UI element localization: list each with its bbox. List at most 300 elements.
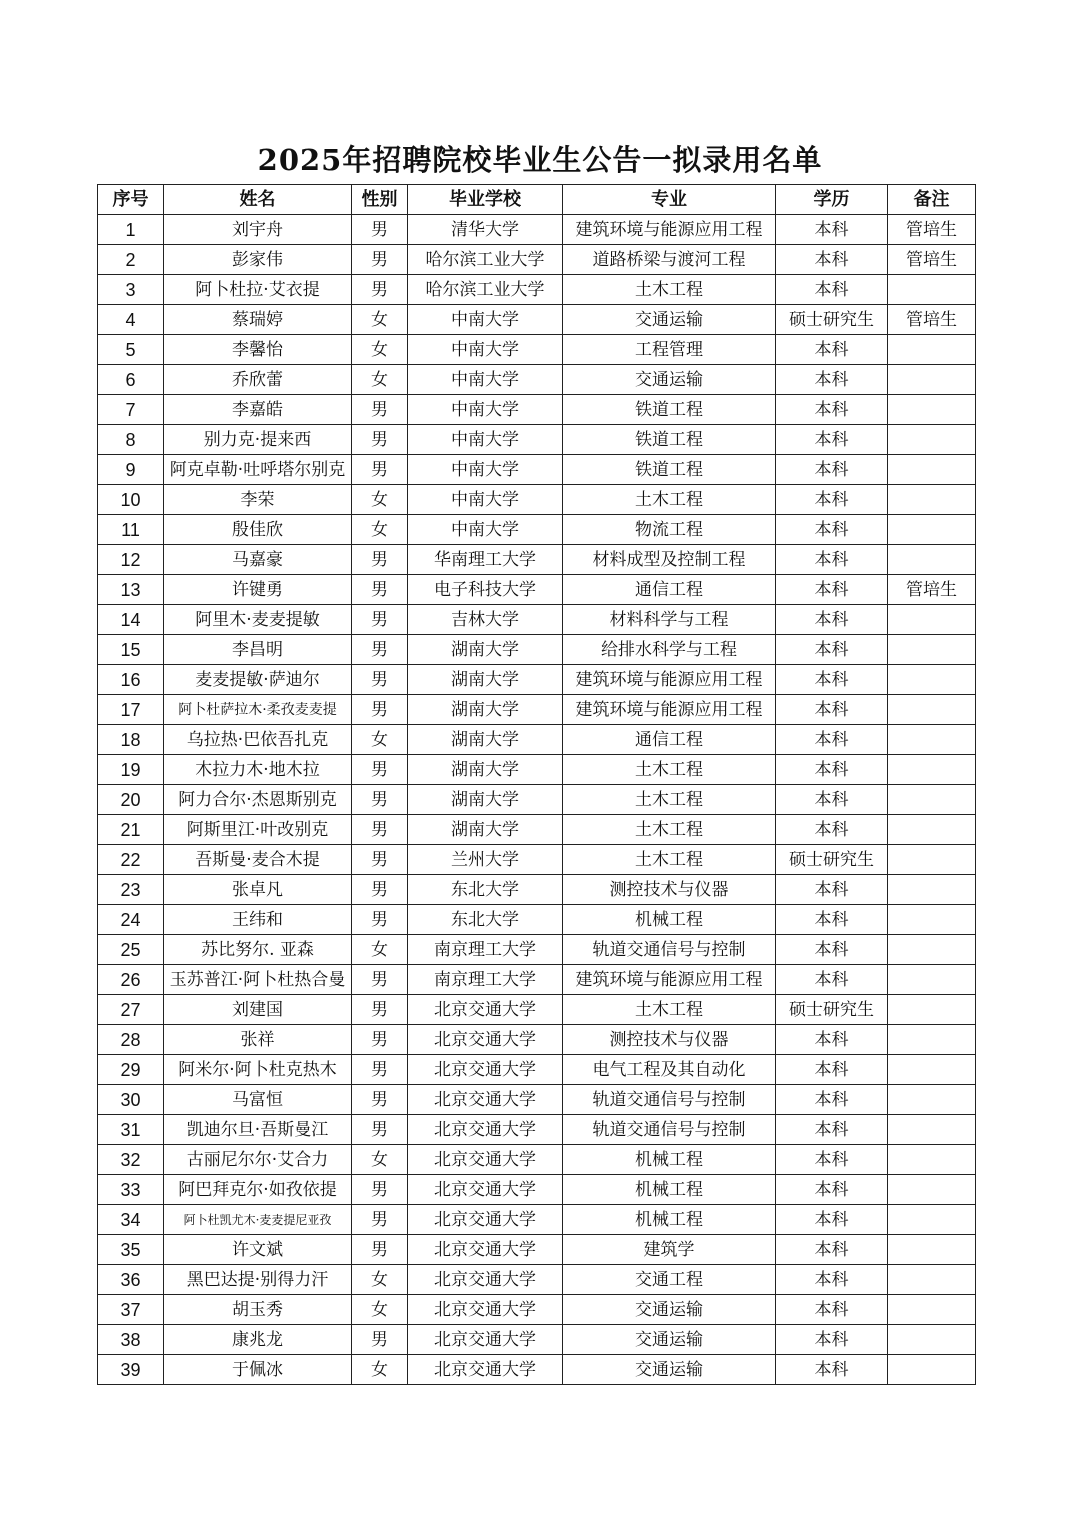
cell-index: 11 <box>98 515 164 545</box>
cell-school: 华南理工大学 <box>408 545 563 575</box>
cell-degree: 本科 <box>776 965 888 995</box>
cell-gender: 男 <box>352 425 408 455</box>
cell-major: 轨道交通信号与控制 <box>563 1115 776 1145</box>
cell-school: 东北大学 <box>408 905 563 935</box>
cell-name: 李嘉皓 <box>164 395 352 425</box>
cell-major: 交通工程 <box>563 1265 776 1295</box>
cell-remark <box>888 515 976 545</box>
cell-gender: 男 <box>352 1085 408 1115</box>
cell-degree: 本科 <box>776 545 888 575</box>
cell-major: 土木工程 <box>563 845 776 875</box>
cell-school: 南京理工大学 <box>408 965 563 995</box>
cell-name: 殷佳欣 <box>164 515 352 545</box>
cell-gender: 男 <box>352 875 408 905</box>
cell-gender: 男 <box>352 815 408 845</box>
cell-index: 4 <box>98 305 164 335</box>
cell-name: 李昌明 <box>164 635 352 665</box>
candidate-table <box>97 184 976 1385</box>
table-row <box>98 815 976 845</box>
cell-degree: 本科 <box>776 245 888 275</box>
cell-major: 铁道工程 <box>563 455 776 485</box>
cell-name: 康兆龙 <box>164 1325 352 1355</box>
cell-index: 12 <box>98 545 164 575</box>
cell-index: 29 <box>98 1055 164 1085</box>
table-row <box>98 575 976 605</box>
cell-name: 张卓凡 <box>164 875 352 905</box>
cell-major: 土木工程 <box>563 995 776 1025</box>
cell-index: 16 <box>98 665 164 695</box>
cell-index: 21 <box>98 815 164 845</box>
cell-name: 胡玉秀 <box>164 1295 352 1325</box>
cell-major: 交通运输 <box>563 1325 776 1355</box>
cell-school: 东北大学 <box>408 875 563 905</box>
cell-remark <box>888 1325 976 1355</box>
cell-name: 李荣 <box>164 485 352 515</box>
cell-major: 测控技术与仪器 <box>563 875 776 905</box>
cell-gender: 男 <box>352 665 408 695</box>
cell-name: 古丽尼尔尔·艾合力 <box>164 1145 352 1175</box>
cell-gender: 男 <box>352 1235 408 1265</box>
cell-major: 土木工程 <box>563 785 776 815</box>
cell-major: 道路桥梁与渡河工程 <box>563 245 776 275</box>
cell-school: 哈尔滨工业大学 <box>408 245 563 275</box>
cell-gender: 男 <box>352 605 408 635</box>
cell-degree: 本科 <box>776 425 888 455</box>
cell-gender: 女 <box>352 515 408 545</box>
table-row <box>98 755 976 785</box>
table-row <box>98 785 976 815</box>
cell-name: 玉苏普江·阿卜杜热合曼 <box>164 965 352 995</box>
table-row <box>98 425 976 455</box>
cell-school: 中南大学 <box>408 425 563 455</box>
cell-degree: 本科 <box>776 1205 888 1235</box>
cell-degree: 本科 <box>776 215 888 245</box>
cell-gender: 男 <box>352 1115 408 1145</box>
cell-major: 建筑学 <box>563 1235 776 1265</box>
cell-remark <box>888 875 976 905</box>
cell-index: 14 <box>98 605 164 635</box>
table-row <box>98 1115 976 1145</box>
cell-name: 麦麦提敏·萨迪尔 <box>164 665 352 695</box>
cell-index: 8 <box>98 425 164 455</box>
cell-degree: 硕士研究生 <box>776 305 888 335</box>
cell-remark <box>888 335 976 365</box>
cell-major: 物流工程 <box>563 515 776 545</box>
cell-degree: 本科 <box>776 605 888 635</box>
cell-remark <box>888 455 976 485</box>
cell-major: 交通运输 <box>563 1355 776 1385</box>
table-row <box>98 245 976 275</box>
table-row <box>98 1205 976 1235</box>
cell-gender: 女 <box>352 1145 408 1175</box>
cell-index: 30 <box>98 1085 164 1115</box>
cell-major: 轨道交通信号与控制 <box>563 1085 776 1115</box>
cell-school: 湖南大学 <box>408 755 563 785</box>
cell-gender: 男 <box>352 755 408 785</box>
cell-remark <box>888 1295 976 1325</box>
cell-major: 给排水科学与工程 <box>563 635 776 665</box>
table-row <box>98 1085 976 1115</box>
header-gender: 性别 <box>352 185 408 215</box>
table-row <box>98 665 976 695</box>
cell-school: 北京交通大学 <box>408 1115 563 1145</box>
table-row <box>98 515 976 545</box>
cell-name: 苏比努尔. 亚森 <box>164 935 352 965</box>
table-row <box>98 545 976 575</box>
cell-major: 建筑环境与能源应用工程 <box>563 215 776 245</box>
cell-index: 3 <box>98 275 164 305</box>
cell-index: 22 <box>98 845 164 875</box>
cell-remark <box>888 845 976 875</box>
cell-gender: 女 <box>352 1295 408 1325</box>
cell-degree: 本科 <box>776 635 888 665</box>
cell-gender: 女 <box>352 725 408 755</box>
cell-school: 中南大学 <box>408 515 563 545</box>
cell-major: 材料科学与工程 <box>563 605 776 635</box>
cell-school: 北京交通大学 <box>408 1145 563 1175</box>
cell-school: 北京交通大学 <box>408 1175 563 1205</box>
cell-major: 机械工程 <box>563 1205 776 1235</box>
cell-index: 15 <box>98 635 164 665</box>
header-index: 序号 <box>98 185 164 215</box>
cell-remark <box>888 635 976 665</box>
cell-index: 39 <box>98 1355 164 1385</box>
table-row <box>98 1145 976 1175</box>
cell-gender: 男 <box>352 275 408 305</box>
cell-remark <box>888 1115 976 1145</box>
cell-gender: 男 <box>352 905 408 935</box>
cell-index: 34 <box>98 1205 164 1235</box>
cell-gender: 女 <box>352 365 408 395</box>
table-row <box>98 845 976 875</box>
cell-major: 通信工程 <box>563 725 776 755</box>
cell-index: 2 <box>98 245 164 275</box>
cell-remark <box>888 815 976 845</box>
cell-degree: 本科 <box>776 1325 888 1355</box>
cell-degree: 本科 <box>776 365 888 395</box>
cell-remark <box>888 1205 976 1235</box>
cell-school: 湖南大学 <box>408 785 563 815</box>
table-row <box>98 215 976 245</box>
table-header-row <box>98 185 976 215</box>
table-row <box>98 635 976 665</box>
cell-remark <box>888 785 976 815</box>
cell-major: 建筑环境与能源应用工程 <box>563 695 776 725</box>
cell-school: 中南大学 <box>408 305 563 335</box>
table-row <box>98 485 976 515</box>
cell-gender: 男 <box>352 635 408 665</box>
table-row <box>98 875 976 905</box>
cell-name: 别力克·提来西 <box>164 425 352 455</box>
cell-school: 哈尔滨工业大学 <box>408 275 563 305</box>
cell-major: 建筑环境与能源应用工程 <box>563 965 776 995</box>
cell-major: 轨道交通信号与控制 <box>563 935 776 965</box>
cell-school: 北京交通大学 <box>408 1265 563 1295</box>
cell-index: 23 <box>98 875 164 905</box>
cell-gender: 男 <box>352 215 408 245</box>
cell-gender: 女 <box>352 305 408 335</box>
cell-school: 北京交通大学 <box>408 1055 563 1085</box>
cell-major: 材料成型及控制工程 <box>563 545 776 575</box>
cell-school: 电子科技大学 <box>408 575 563 605</box>
cell-school: 北京交通大学 <box>408 1085 563 1115</box>
cell-remark <box>888 905 976 935</box>
cell-index: 35 <box>98 1235 164 1265</box>
header-name: 姓名 <box>164 185 352 215</box>
cell-name: 阿巴拜克尔·如孜依提 <box>164 1175 352 1205</box>
table-row <box>98 1295 976 1325</box>
cell-degree: 本科 <box>776 785 888 815</box>
cell-school: 湖南大学 <box>408 815 563 845</box>
cell-degree: 本科 <box>776 275 888 305</box>
cell-name: 王纬和 <box>164 905 352 935</box>
cell-name: 乔欣蕾 <box>164 365 352 395</box>
cell-remark: 管培生 <box>888 575 976 605</box>
cell-major: 机械工程 <box>563 1175 776 1205</box>
cell-school: 北京交通大学 <box>408 995 563 1025</box>
cell-name: 于佩冰 <box>164 1355 352 1385</box>
cell-degree: 本科 <box>776 905 888 935</box>
cell-school: 北京交通大学 <box>408 1205 563 1235</box>
cell-major: 机械工程 <box>563 905 776 935</box>
cell-degree: 本科 <box>776 575 888 605</box>
header-degree: 学历 <box>776 185 888 215</box>
cell-gender: 男 <box>352 575 408 605</box>
cell-major: 铁道工程 <box>563 425 776 455</box>
cell-name: 彭家伟 <box>164 245 352 275</box>
cell-remark <box>888 1025 976 1055</box>
cell-gender: 男 <box>352 1325 408 1355</box>
cell-index: 6 <box>98 365 164 395</box>
cell-degree: 本科 <box>776 455 888 485</box>
cell-degree: 本科 <box>776 395 888 425</box>
cell-gender: 男 <box>352 695 408 725</box>
cell-index: 28 <box>98 1025 164 1055</box>
cell-remark <box>888 695 976 725</box>
cell-major: 土木工程 <box>563 485 776 515</box>
table-row <box>98 1325 976 1355</box>
cell-degree: 本科 <box>776 1025 888 1055</box>
cell-gender: 男 <box>352 1055 408 1085</box>
cell-major: 交通运输 <box>563 305 776 335</box>
cell-major: 铁道工程 <box>563 395 776 425</box>
table-row <box>98 905 976 935</box>
table-row <box>98 605 976 635</box>
cell-degree: 硕士研究生 <box>776 845 888 875</box>
cell-degree: 本科 <box>776 1175 888 1205</box>
cell-name: 许键勇 <box>164 575 352 605</box>
cell-remark <box>888 275 976 305</box>
cell-remark: 管培生 <box>888 245 976 275</box>
cell-major: 机械工程 <box>563 1145 776 1175</box>
header-remark: 备注 <box>888 185 976 215</box>
cell-gender: 男 <box>352 995 408 1025</box>
cell-name: 吾斯曼·麦合木提 <box>164 845 352 875</box>
table-row <box>98 1265 976 1295</box>
table-row <box>98 695 976 725</box>
cell-remark <box>888 485 976 515</box>
cell-school: 兰州大学 <box>408 845 563 875</box>
table-row <box>98 275 976 305</box>
cell-name: 阿卜杜凯尤木·麦麦提尼亚孜 <box>164 1205 352 1235</box>
cell-remark <box>888 1175 976 1205</box>
cell-gender: 男 <box>352 1025 408 1055</box>
cell-school: 北京交通大学 <box>408 1235 563 1265</box>
cell-major: 测控技术与仪器 <box>563 1025 776 1055</box>
header-major: 专业 <box>563 185 776 215</box>
cell-index: 19 <box>98 755 164 785</box>
cell-index: 37 <box>98 1295 164 1325</box>
cell-degree: 本科 <box>776 1295 888 1325</box>
cell-remark: 管培生 <box>888 305 976 335</box>
cell-degree: 本科 <box>776 1055 888 1085</box>
cell-school: 湖南大学 <box>408 635 563 665</box>
cell-school: 吉林大学 <box>408 605 563 635</box>
cell-name: 阿卜杜拉·艾衣提 <box>164 275 352 305</box>
cell-school: 北京交通大学 <box>408 1025 563 1055</box>
cell-school: 中南大学 <box>408 395 563 425</box>
cell-remark: 管培生 <box>888 215 976 245</box>
cell-school: 北京交通大学 <box>408 1355 563 1385</box>
cell-index: 24 <box>98 905 164 935</box>
cell-major: 交通运输 <box>563 1295 776 1325</box>
cell-index: 17 <box>98 695 164 725</box>
cell-major: 土木工程 <box>563 815 776 845</box>
cell-gender: 女 <box>352 485 408 515</box>
table-row <box>98 335 976 365</box>
cell-remark <box>888 395 976 425</box>
cell-gender: 女 <box>352 335 408 365</box>
cell-index: 10 <box>98 485 164 515</box>
cell-degree: 本科 <box>776 1085 888 1115</box>
cell-name: 黑巴达提·别得力汗 <box>164 1265 352 1295</box>
cell-gender: 男 <box>352 785 408 815</box>
cell-gender: 男 <box>352 545 408 575</box>
cell-school: 中南大学 <box>408 455 563 485</box>
cell-school: 北京交通大学 <box>408 1295 563 1325</box>
cell-index: 13 <box>98 575 164 605</box>
cell-remark <box>888 365 976 395</box>
cell-remark <box>888 1055 976 1085</box>
cell-index: 33 <box>98 1175 164 1205</box>
table-row <box>98 1175 976 1205</box>
cell-index: 27 <box>98 995 164 1025</box>
cell-degree: 本科 <box>776 875 888 905</box>
cell-index: 36 <box>98 1265 164 1295</box>
cell-gender: 女 <box>352 935 408 965</box>
table-row <box>98 995 976 1025</box>
cell-degree: 本科 <box>776 485 888 515</box>
cell-remark <box>888 935 976 965</box>
cell-school: 湖南大学 <box>408 725 563 755</box>
cell-gender: 男 <box>352 1205 408 1235</box>
cell-remark <box>888 725 976 755</box>
document-title: 2025年招聘院校毕业生公告一拟录用名单 <box>257 143 823 177</box>
cell-school: 南京理工大学 <box>408 935 563 965</box>
cell-major: 电气工程及其自动化 <box>563 1055 776 1085</box>
table-row <box>98 455 976 485</box>
cell-name: 阿力合尔·杰恩斯别克 <box>164 785 352 815</box>
cell-remark <box>888 1235 976 1265</box>
cell-name: 凯迪尔旦·吾斯曼江 <box>164 1115 352 1145</box>
cell-name: 马嘉豪 <box>164 545 352 575</box>
cell-index: 32 <box>98 1145 164 1175</box>
cell-index: 18 <box>98 725 164 755</box>
cell-gender: 男 <box>352 455 408 485</box>
cell-degree: 本科 <box>776 1235 888 1265</box>
cell-degree: 本科 <box>776 815 888 845</box>
cell-degree: 本科 <box>776 1265 888 1295</box>
cell-school: 中南大学 <box>408 365 563 395</box>
cell-degree: 本科 <box>776 725 888 755</box>
cell-name: 阿里木·麦麦提敏 <box>164 605 352 635</box>
cell-gender: 女 <box>352 1355 408 1385</box>
cell-degree: 本科 <box>776 1145 888 1175</box>
table-row <box>98 1355 976 1385</box>
cell-major: 土木工程 <box>563 275 776 305</box>
cell-degree: 本科 <box>776 1355 888 1385</box>
cell-degree: 本科 <box>776 1115 888 1145</box>
cell-index: 26 <box>98 965 164 995</box>
cell-degree: 硕士研究生 <box>776 995 888 1025</box>
cell-name: 阿克卓勒·吐呼塔尔别克 <box>164 455 352 485</box>
cell-degree: 本科 <box>776 665 888 695</box>
cell-major: 通信工程 <box>563 575 776 605</box>
cell-name: 马富恒 <box>164 1085 352 1115</box>
cell-index: 20 <box>98 785 164 815</box>
cell-name: 阿卜杜萨拉木·柔孜麦麦提 <box>164 695 352 725</box>
cell-remark <box>888 545 976 575</box>
cell-major: 交通运输 <box>563 365 776 395</box>
cell-school: 中南大学 <box>408 485 563 515</box>
header-school: 毕业学校 <box>408 185 563 215</box>
cell-name: 刘宇舟 <box>164 215 352 245</box>
cell-index: 1 <box>98 215 164 245</box>
cell-remark <box>888 1355 976 1385</box>
cell-degree: 本科 <box>776 695 888 725</box>
table-row <box>98 965 976 995</box>
table-row <box>98 1025 976 1055</box>
cell-index: 5 <box>98 335 164 365</box>
cell-gender: 女 <box>352 1265 408 1295</box>
cell-name: 阿米尔·阿卜杜克热木 <box>164 1055 352 1085</box>
cell-major: 工程管理 <box>563 335 776 365</box>
table-row <box>98 725 976 755</box>
cell-remark <box>888 755 976 785</box>
table-row <box>98 1235 976 1265</box>
cell-name: 木拉力木·地木拉 <box>164 755 352 785</box>
cell-school: 中南大学 <box>408 335 563 365</box>
table-row <box>98 395 976 425</box>
table-row <box>98 365 976 395</box>
cell-index: 38 <box>98 1325 164 1355</box>
cell-remark <box>888 1265 976 1295</box>
cell-name: 蔡瑞婷 <box>164 305 352 335</box>
cell-gender: 男 <box>352 845 408 875</box>
table-row <box>98 305 976 335</box>
cell-name: 刘建国 <box>164 995 352 1025</box>
cell-degree: 本科 <box>776 755 888 785</box>
cell-school: 北京交通大学 <box>408 1325 563 1355</box>
cell-index: 31 <box>98 1115 164 1145</box>
cell-index: 7 <box>98 395 164 425</box>
cell-remark <box>888 995 976 1025</box>
cell-remark <box>888 605 976 635</box>
cell-name: 阿斯里江·叶改别克 <box>164 815 352 845</box>
cell-gender: 男 <box>352 245 408 275</box>
cell-index: 25 <box>98 935 164 965</box>
cell-remark <box>888 665 976 695</box>
